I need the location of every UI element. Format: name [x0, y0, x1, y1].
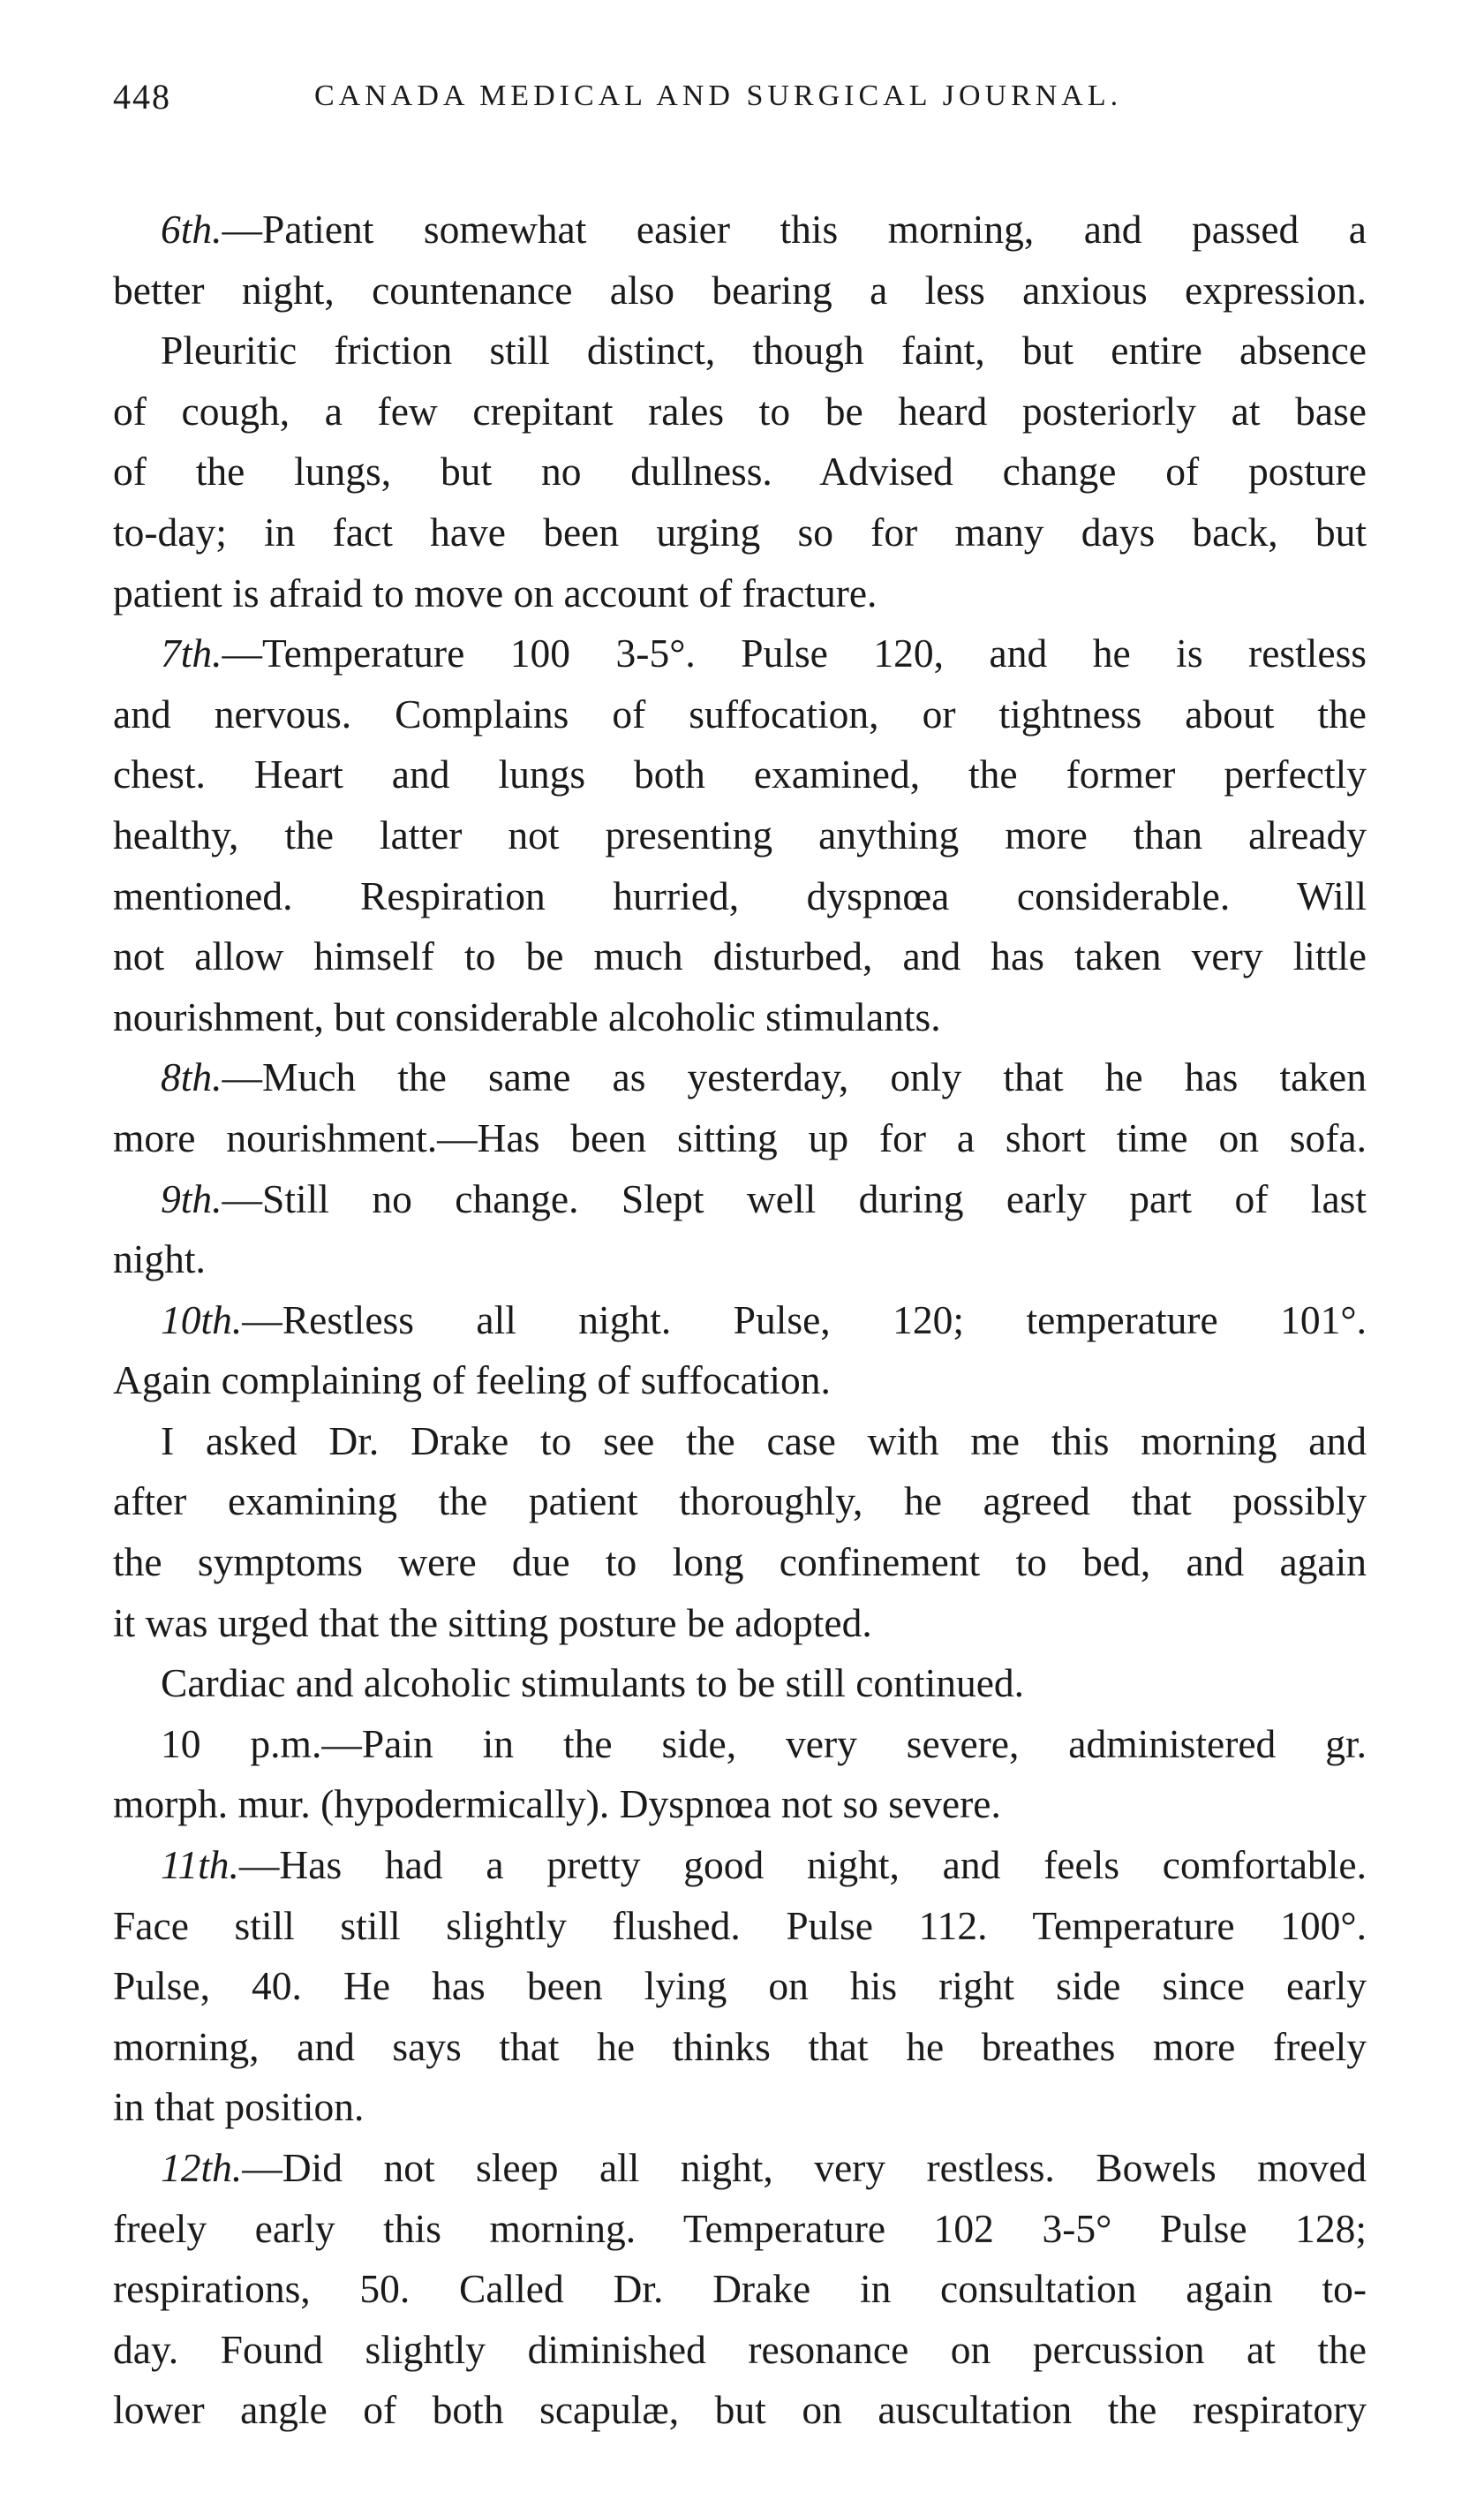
text-line: the symptoms were due to long confinement to bed, and again [113, 1539, 1367, 1585]
text-line: in that position. [113, 2084, 365, 2130]
text-line: patient is afraid to move on account of fracture. [113, 570, 878, 616]
text-line: chest. Heart and lungs both examined, the former perfectly [113, 752, 1367, 797]
text-line: 10 p.m.—Pain in the side, very severe, administered gr. [161, 1720, 1367, 1766]
entry-date: 11th. [161, 1842, 239, 1888]
entry-date: 8th. [161, 1054, 222, 1100]
text-line: 11th.—Has had a pretty good night, and feels comfortable. [161, 1842, 1367, 1888]
text-line: it was urged that the sitting posture be adopted. [113, 1599, 872, 1645]
text-line: day. Found slightly diminished resonance on percussion at the [113, 2326, 1367, 2372]
text-line: Cardiac and alcoholic stimulants to be still continued. [161, 1660, 1025, 1706]
text-line: 8th.—Much the same as yesterday, only that he has taken [161, 1054, 1367, 1100]
text-line: not allow himself to be much disturbed, and has taken very little [113, 933, 1367, 979]
entry-date: 10th. [161, 1296, 243, 1342]
text-line: 12th.—Did not sleep all night, very restless. Bowels moved [161, 2145, 1367, 2190]
text-line: after examining the patient thoroughly, he agreed that possibly [113, 1478, 1367, 1524]
text-line: of cough, a few crepitant rales to be heard posteriorly at base [113, 388, 1367, 434]
page-header [113, 76, 1367, 138]
text-line: and nervous. Complains of suffocation, or tightness about the [113, 691, 1367, 737]
text-line: freely early this morning. Temperature 102 3-5° Pulse 128; [113, 2205, 1367, 2251]
text-line: 7th.—Temperature 100 3-5°. Pulse 120, and he is restless [161, 631, 1367, 676]
running-title: CANADA MEDICAL AND SURGICAL JOURNAL. [314, 79, 1123, 112]
text-line: Pulse, 40. He has been lying on his right side since early [113, 1963, 1367, 2009]
text-line: mentioned. Respiration hurried, dyspnœa considerable. Will [113, 873, 1367, 918]
entry-date: 12th. [161, 2145, 243, 2190]
text-line: 6th.—Patient somewhat easier this morning, and passed a [161, 207, 1367, 252]
text-line: night. [113, 1236, 206, 1282]
text-line: healthy, the latter not presenting anything more than already [113, 812, 1367, 857]
text-line: nourishment, but considerable alcoholic stimulants. [113, 993, 941, 1039]
text-line: 9th.—Still no change. Slept well during early part of last [161, 1175, 1367, 1221]
article-body [113, 200, 1367, 2441]
text-line: more nourishment.—Has been sitting up for a short time on sofa. [113, 1114, 1367, 1160]
text-line: Pleuritic friction still distinct, though faint, but entire absence [161, 328, 1367, 374]
entry-date: 6th. [161, 207, 222, 252]
text-line: Face still still slightly flushed. Pulse 112. Temperature 100°. [113, 1902, 1367, 1948]
entry-date: 7th. [161, 631, 222, 676]
text-line: Again complaining of feeling of suffocation. [113, 1357, 831, 1403]
text-line: to-day; in fact have been urging so for many days back, but [113, 509, 1367, 555]
journal-page [113, 76, 1367, 2441]
text-line: I asked Dr. Drake to see the case with me this morning and [161, 1417, 1367, 1463]
page-number: 448 [113, 77, 171, 117]
text-line: lower angle of both scapulæ, but on auscultation the respiratory [113, 2387, 1367, 2433]
text-line: better night, countenance also bearing a less anxious expression. [113, 267, 1367, 313]
text-line: morph. mur. (hypodermically). Dyspnœa not so severe. [113, 1781, 1001, 1827]
text-line: morning, and says that he thinks that he breathes more freely [113, 2023, 1367, 2069]
text-line: respirations, 50. Called Dr. Drake in consultation again to- [113, 2266, 1367, 2312]
text-line: of the lungs, but no dullness. Advised change of posture [113, 449, 1367, 495]
text-line: 10th.—Restless all night. Pulse, 120; temperature 101°. [161, 1296, 1367, 1342]
entry-date: 9th. [161, 1175, 222, 1221]
